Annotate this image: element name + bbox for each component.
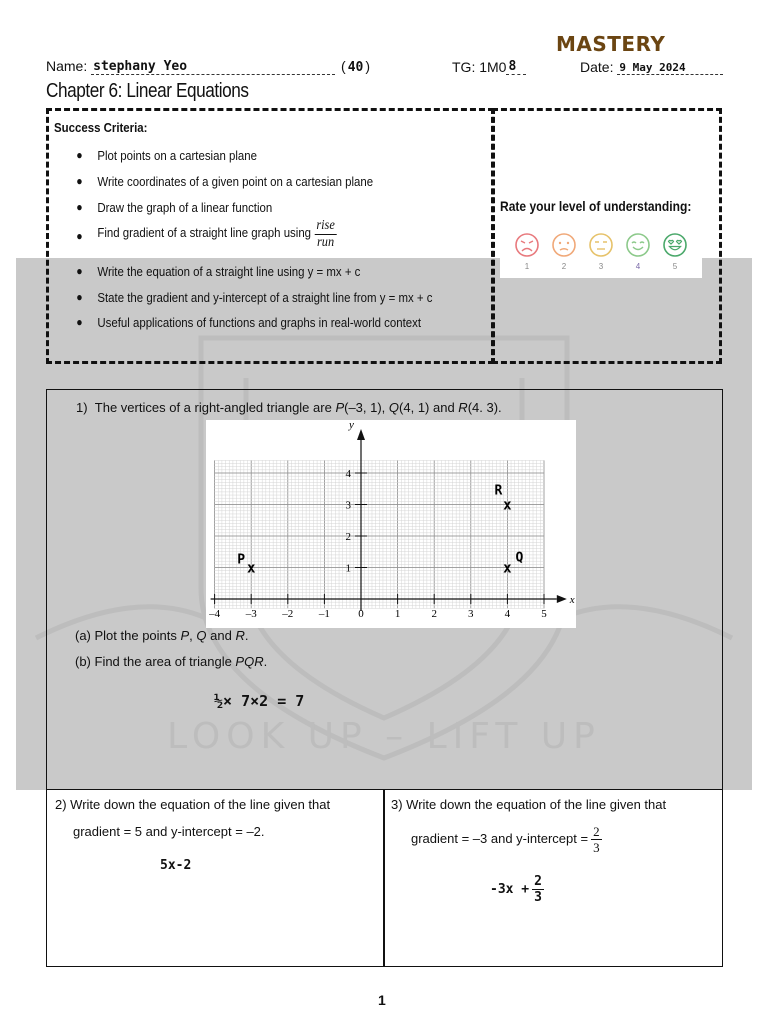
x-tick-label: 4 xyxy=(504,608,511,620)
point-marker: x xyxy=(503,560,512,577)
y-axis-label: y xyxy=(349,420,354,431)
rating-title: Rate your level of understanding: xyxy=(500,198,692,214)
point-marker: x xyxy=(503,497,512,514)
y-tick-label: 2 xyxy=(345,531,351,543)
date-label: Date: xyxy=(580,59,614,75)
class-number-open: ( xyxy=(341,58,346,74)
y-axis-arrow xyxy=(357,429,365,440)
x-tick-label: 0 xyxy=(358,608,364,620)
class-number-value: 40 xyxy=(347,60,364,75)
tg-field[interactable] xyxy=(506,58,526,75)
watermark-motto: LOOK UP – LIFT UP xyxy=(167,716,601,757)
x-tick-label: 2 xyxy=(431,608,437,620)
x-tick-label: –2 xyxy=(282,608,294,620)
y-intercept-fraction: $\frac{2}{3}$ xyxy=(593,824,600,855)
x-tick-label: 3 xyxy=(468,608,474,620)
y-tick-label: 4 xyxy=(345,468,351,480)
name-field[interactable] xyxy=(91,58,335,75)
question-1-stem: 1) The vertices of a right-angled triangle are P(–3, 1), Q(4, 1) and R(4. 3). xyxy=(76,400,502,415)
x-tick-label: –3 xyxy=(245,608,257,620)
point-label: P xyxy=(237,552,246,568)
success-criteria-title: Success Criteria: xyxy=(54,120,148,135)
rating-number: 4 xyxy=(635,262,641,271)
bullet-icon: ● xyxy=(76,264,83,278)
question-2-line-1: 2) Write down the equation of the line given that xyxy=(55,797,331,812)
rating-number: 2 xyxy=(561,262,567,271)
bullet-icon: ● xyxy=(76,229,83,243)
question-1b: (b) Find the area of triangle PQR. xyxy=(75,654,268,669)
bullet-icon: ● xyxy=(76,290,83,304)
x-tick-label: –1 xyxy=(318,608,330,620)
x-tick-label: –4 xyxy=(209,608,221,620)
bullet-icon: ● xyxy=(76,200,83,214)
question-2-answer: 5x-2 xyxy=(160,858,192,873)
smile-face-icon[interactable] xyxy=(625,232,651,258)
question-1a: (a) Plot the points P, Q and R. xyxy=(75,628,249,643)
cartesian-plane-svg xyxy=(206,420,576,628)
mastery-label: MASTERY xyxy=(556,32,666,56)
date-value: 9 May 2024 xyxy=(619,61,686,74)
point-label: Q xyxy=(515,550,524,566)
x-tick-label: 1 xyxy=(394,608,401,620)
cartesian-plane[interactable] xyxy=(206,420,576,628)
bullet-icon: ● xyxy=(76,174,83,188)
name-value: stephany Yeo xyxy=(93,59,188,74)
point-label: R xyxy=(494,483,503,499)
x-axis-label: x xyxy=(569,594,575,606)
tg-label: TG: 1M0 xyxy=(452,59,507,75)
question-3-line-2: gradient = –3 and y-intercept = $\frac{2}{3}$ xyxy=(411,824,600,855)
name-label: Name: xyxy=(46,58,88,74)
neutral-face-icon[interactable] xyxy=(588,232,614,258)
rating-number: 1 xyxy=(524,262,530,271)
rating-number: 3 xyxy=(598,262,604,271)
rise-over-run-fraction: $\frac{\text{rise}}{\text{run}}$ xyxy=(316,218,335,250)
tg-line xyxy=(452,58,526,78)
bullet-icon: ● xyxy=(76,315,83,329)
date-field[interactable] xyxy=(617,58,723,75)
rating-faces xyxy=(500,228,702,278)
name-line xyxy=(46,58,370,78)
y-tick-label: 3 xyxy=(345,499,351,512)
class-number-close: ) xyxy=(365,58,371,74)
y-tick-label: 1 xyxy=(345,562,351,575)
angry-face-icon[interactable] xyxy=(514,232,540,258)
point-marker: x xyxy=(246,560,256,577)
heart-eyes-face-icon[interactable] xyxy=(662,232,688,258)
column-divider xyxy=(383,789,385,967)
date-line xyxy=(580,58,723,78)
x-tick-label: 5 xyxy=(541,608,547,620)
question-3-answer: -3x + $\frac{2}{3}$ xyxy=(490,874,542,905)
bullet-icon: ● xyxy=(76,148,83,162)
question-2-line-2: gradient = 5 and y-intercept = –2. xyxy=(73,824,265,839)
rating-number: 5 xyxy=(672,262,678,271)
sad-face-icon[interactable] xyxy=(551,232,577,258)
questions-2-3-box xyxy=(46,789,723,967)
question-3-line-1: 3) Write down the equation of the line given that xyxy=(391,797,667,812)
chapter-title: Chapter 6: Linear Equations xyxy=(46,80,249,102)
tg-value: 8 xyxy=(508,59,517,74)
x-axis-arrow xyxy=(557,595,567,603)
question-1b-answer: ½× 7×2 = 7 xyxy=(214,692,305,710)
page-number: 1 xyxy=(378,992,386,1008)
